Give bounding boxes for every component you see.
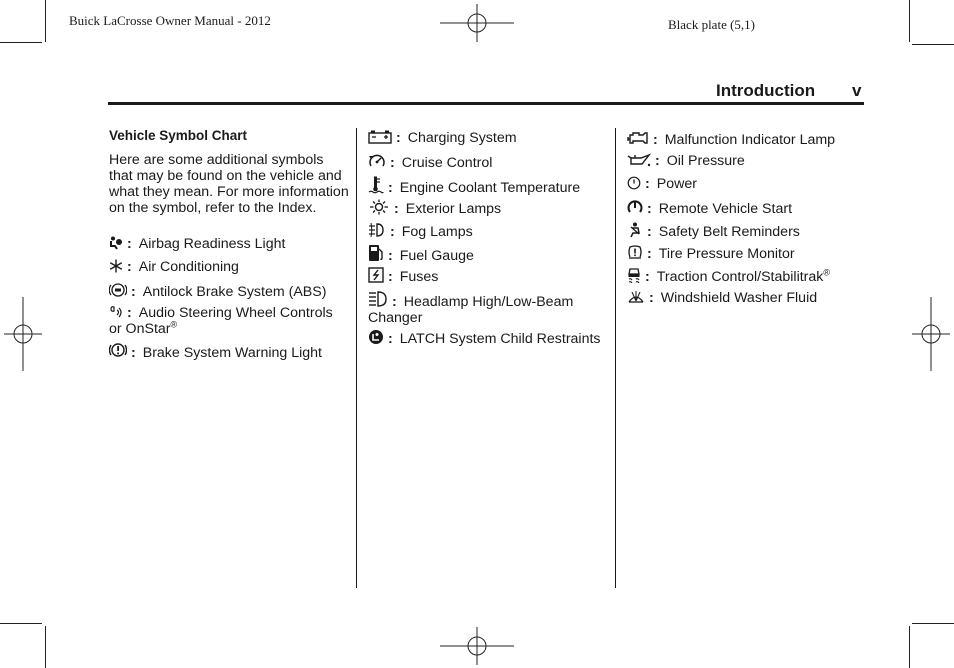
symbol-entry-exterior-lamps <box>368 199 608 217</box>
exterior-lamps-icon <box>368 199 390 215</box>
symbol-entry-brake-warning <box>109 341 349 361</box>
registration-mark-top <box>440 4 514 42</box>
separator: : <box>131 284 136 300</box>
column-divider-1 <box>356 128 357 588</box>
intro-paragraph: Here are some additional symbols that may be found on the vehicle and what they mean. For more information on the symbol, refer to the Index. <box>109 152 349 216</box>
headlamp-high-beam-icon <box>368 290 388 308</box>
engine-check-icon <box>627 130 649 146</box>
symbol-entry-abs <box>109 282 349 300</box>
symbol-entry-power <box>627 176 867 192</box>
column-1 <box>109 128 349 368</box>
separator: : <box>647 246 652 262</box>
symbol-label: Remote Vehicle Start <box>658 201 793 217</box>
separator: : <box>388 331 393 347</box>
column-divider-2 <box>615 128 616 588</box>
separator: : <box>390 155 395 171</box>
symbol-entry-traction <box>627 267 867 285</box>
cruise-control-icon <box>368 153 386 169</box>
symbol-label: Engine Coolant Temperature <box>399 180 581 196</box>
washer-fluid-icon <box>627 290 645 304</box>
fog-lamps-icon <box>368 222 386 238</box>
symbol-label: Fuses <box>399 269 439 285</box>
seat-belt-icon <box>627 222 643 238</box>
symbol-entry-washer-fluid <box>627 290 867 306</box>
separator: : <box>649 290 654 306</box>
registered-mark: ® <box>170 319 178 330</box>
symbol-label: Oil Pressure <box>666 153 745 169</box>
symbol-label: LATCH System Child Restraints <box>399 331 601 347</box>
separator: : <box>645 269 650 285</box>
coolant-temperature-icon <box>368 176 384 194</box>
symbol-entry-tire-pressure <box>627 244 867 262</box>
symbol-label: Air Conditioning <box>138 259 239 275</box>
symbol-label: Headlamp High/Low-Beam Changer <box>368 294 574 326</box>
symbol-entry-seat-belt <box>627 222 867 240</box>
fuses-icon <box>368 267 384 283</box>
separator: : <box>396 130 401 146</box>
header-rule <box>108 102 864 105</box>
symbol-entry-malfunction <box>627 130 867 148</box>
symbol-entry-fuses <box>368 267 608 285</box>
separator: : <box>131 345 136 361</box>
separator: : <box>647 201 652 217</box>
symbol-label: Safety Belt Reminders <box>658 224 800 240</box>
brake-warning-icon <box>109 341 127 359</box>
separator: : <box>655 153 660 169</box>
symbol-label: Tire Pressure Monitor <box>658 246 795 262</box>
fuel-gauge-icon <box>368 244 384 262</box>
separator: : <box>127 305 132 321</box>
remote-start-icon <box>627 199 643 215</box>
column-3 <box>627 128 867 328</box>
airbag-icon <box>109 236 123 250</box>
oil-can-icon <box>627 153 651 167</box>
separator: : <box>653 132 658 148</box>
symbol-entry-cruise <box>368 153 608 171</box>
symbol-label: Windshield Washer Fluid <box>660 290 818 306</box>
separator: : <box>127 236 132 252</box>
page-number: v <box>852 81 862 100</box>
symbol-entry-airbag <box>109 236 349 252</box>
symbol-entry-oil-pressure <box>627 153 867 169</box>
symbol-label: Fog Lamps <box>401 224 473 240</box>
symbol-entry-fuel-gauge <box>368 244 608 264</box>
separator: : <box>127 259 132 275</box>
symbol-entry-fog-lamps <box>368 222 608 240</box>
symbol-entry-audio-steering <box>109 305 349 337</box>
registration-mark-right <box>912 297 950 371</box>
separator: : <box>392 294 397 310</box>
battery-icon <box>368 130 392 144</box>
separator: : <box>394 201 399 217</box>
audio-steering-controls-icon <box>109 305 123 319</box>
power-icon <box>627 176 641 190</box>
symbol-entry-air-conditioning <box>109 259 349 275</box>
symbol-label: Malfunction Indicator Lamp <box>664 132 836 148</box>
symbol-entry-headlamp <box>368 290 608 326</box>
symbol-entry-latch <box>368 329 608 347</box>
symbol-label: Cruise Control <box>401 155 493 171</box>
section-heading: Vehicle Symbol Chart <box>109 128 248 143</box>
symbol-label: Brake System Warning Light <box>142 345 322 361</box>
registration-mark-bottom <box>440 627 514 665</box>
symbol-entry-coolant <box>368 176 608 196</box>
traction-control-icon <box>627 267 641 283</box>
symbol-label: Antilock Brake System (ABS) <box>142 284 327 300</box>
symbol-label: Charging System <box>407 130 517 146</box>
symbol-entry-remote-start <box>627 199 867 217</box>
separator: : <box>388 180 393 196</box>
separator: : <box>647 224 652 240</box>
plate-label: Black plate (5,1) <box>668 17 755 32</box>
separator: : <box>388 269 393 285</box>
tire-pressure-icon <box>627 244 643 260</box>
section-title: Introduction <box>716 81 816 100</box>
manual-title: Buick LaCrosse Owner Manual - 2012 <box>69 13 271 28</box>
air-conditioning-icon <box>109 259 123 273</box>
symbol-label: Traction Control/Stabilitrak <box>656 269 824 285</box>
latch-child-seat-icon <box>368 329 384 345</box>
separator: : <box>388 248 393 264</box>
symbol-label: Audio Steering Wheel Controls or OnStar <box>109 305 333 337</box>
abs-icon <box>109 282 127 298</box>
separator: : <box>645 176 650 192</box>
registered-mark: ® <box>823 267 831 278</box>
symbol-label: Exterior Lamps <box>405 201 502 217</box>
separator: : <box>390 224 395 240</box>
symbol-label: Fuel Gauge <box>399 248 474 264</box>
registration-mark-left <box>4 297 42 371</box>
column-2 <box>368 128 608 368</box>
symbol-entry-charging <box>368 130 608 146</box>
symbol-label: Airbag Readiness Light <box>138 236 286 252</box>
symbol-label: Power <box>656 176 697 192</box>
